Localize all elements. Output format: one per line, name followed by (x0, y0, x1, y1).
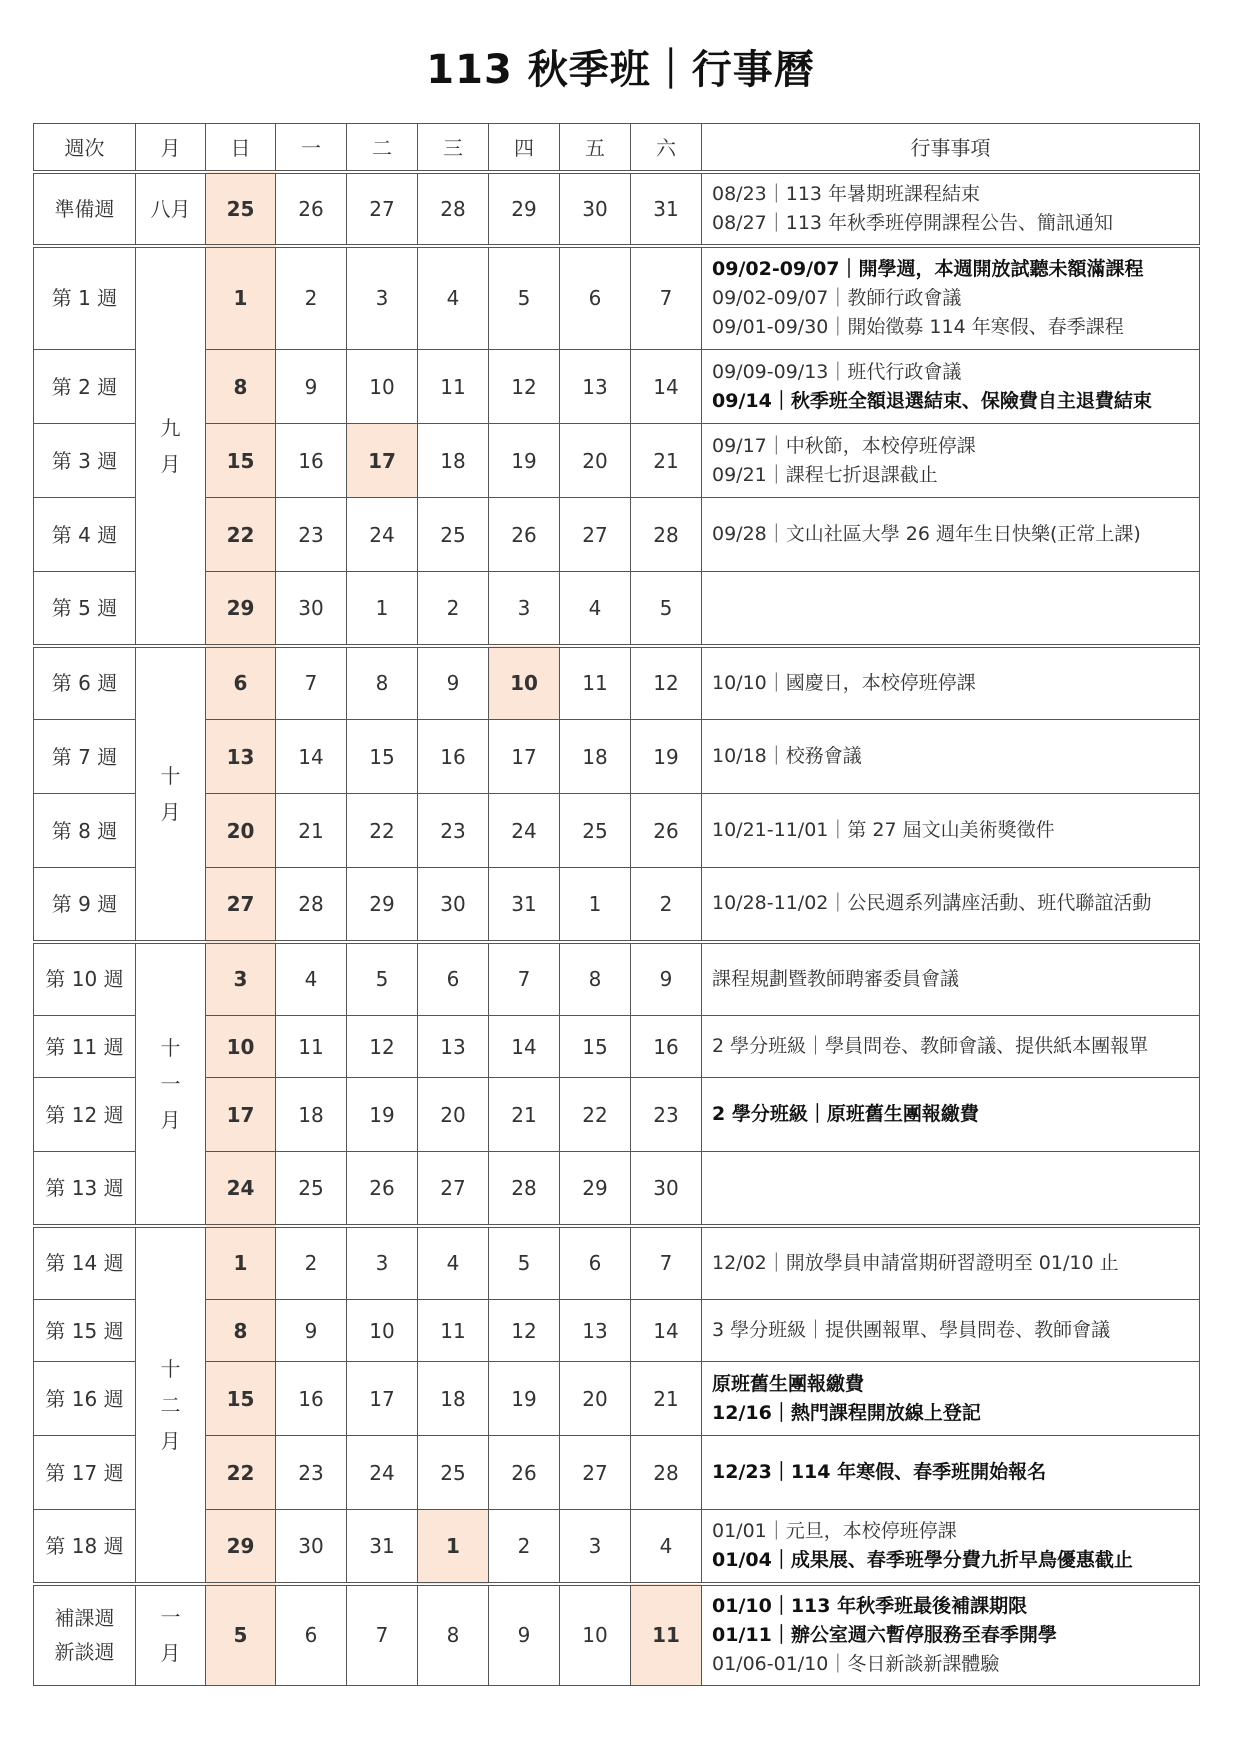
sunday-cell: 22 (206, 1436, 276, 1510)
day-cell: 15 (560, 1016, 631, 1078)
day-cell: 3 (347, 246, 418, 350)
day-cell: 17 (347, 424, 418, 498)
day-cell: 5 (489, 1226, 560, 1300)
day-cell: 14 (276, 720, 347, 794)
sunday-cell: 29 (206, 572, 276, 646)
sunday-cell: 29 (206, 1510, 276, 1584)
day-cell: 12 (489, 350, 560, 424)
day-cell: 3 (347, 1226, 418, 1300)
day-cell: 4 (560, 572, 631, 646)
day-cell: 26 (631, 794, 702, 868)
events-cell (702, 794, 1200, 868)
week-row (34, 720, 1200, 794)
sunday-cell: 20 (206, 794, 276, 868)
day-cell: 20 (560, 1362, 631, 1436)
day-cell: 2 (631, 868, 702, 942)
day-cell: 11 (276, 1016, 347, 1078)
events-cell (702, 1362, 1200, 1436)
week-row (34, 794, 1200, 868)
week-label: 第 18 週 (34, 1510, 136, 1584)
events-cell (702, 1016, 1200, 1078)
day-cell: 14 (631, 350, 702, 424)
sunday-cell: 10 (206, 1016, 276, 1078)
day-cell: 13 (560, 1300, 631, 1362)
header-cell: 四 (489, 124, 560, 172)
sunday-cell: 27 (206, 868, 276, 942)
day-cell: 14 (489, 1016, 560, 1078)
week-row (34, 1300, 1200, 1362)
day-cell: 8 (347, 646, 418, 720)
header-cell: 行事事項 (702, 124, 1200, 172)
day-cell: 6 (276, 1584, 347, 1686)
day-cell: 1 (560, 868, 631, 942)
header-cell: 二 (347, 124, 418, 172)
event-item: 12/16｜熱門課程開放線上登記 (712, 1401, 981, 1424)
day-cell: 7 (276, 646, 347, 720)
sunday-cell: 1 (206, 1226, 276, 1300)
day-cell: 3 (560, 1510, 631, 1584)
events-cell (702, 1436, 1200, 1510)
week-label: 第 7 週 (34, 720, 136, 794)
event-item: 12/02｜開放學員申請當期研習證明至 01/10 止 (712, 1251, 1119, 1274)
day-cell: 2 (489, 1510, 560, 1584)
day-cell: 5 (631, 572, 702, 646)
day-cell: 30 (276, 572, 347, 646)
day-cell: 11 (418, 1300, 489, 1362)
day-cell: 29 (560, 1152, 631, 1226)
day-cell: 11 (418, 350, 489, 424)
events-cell (702, 572, 1200, 646)
month-cell: 十 一 月 (136, 942, 206, 1226)
day-cell: 10 (489, 646, 560, 720)
event-item: 01/04｜成果展、春季班學分費九折早鳥優惠截止 (712, 1548, 1133, 1571)
event-item: 09/21｜課程七折退課截止 (712, 463, 938, 486)
event-item: 10/18｜校務會議 (712, 745, 862, 767)
day-cell: 25 (418, 498, 489, 572)
day-cell: 24 (489, 794, 560, 868)
page-title: 113 秋季班｜行事曆 (426, 47, 815, 93)
day-cell: 20 (418, 1078, 489, 1152)
week-label: 第 14 週 (34, 1226, 136, 1300)
day-cell: 8 (560, 942, 631, 1016)
week-row (34, 350, 1200, 424)
day-cell: 29 (347, 868, 418, 942)
event-item: 2 學分班級｜學員問卷、教師會議、提供紙本團報單 (712, 1035, 1149, 1057)
day-cell: 9 (276, 1300, 347, 1362)
week-label: 第 5 週 (34, 572, 136, 646)
day-cell: 26 (489, 498, 560, 572)
event-item: 3 學分班級｜提供團報單、學員問卷、教師會議 (712, 1319, 1111, 1341)
day-cell: 21 (631, 424, 702, 498)
day-cell: 6 (560, 246, 631, 350)
day-cell: 7 (347, 1584, 418, 1686)
month-cell: 九 月 (136, 246, 206, 646)
day-cell: 26 (347, 1152, 418, 1226)
event-item: 09/28｜文山社區大學 26 週年生日快樂(正常上課) (712, 523, 1141, 545)
event-item: 09/02-09/07｜教師行政會議 (712, 286, 962, 309)
day-cell: 17 (489, 720, 560, 794)
day-cell: 27 (560, 498, 631, 572)
event-item: 12/23｜114 年寒假、春季班開始報名 (712, 1461, 1047, 1483)
day-cell: 7 (631, 1226, 702, 1300)
day-cell: 13 (560, 350, 631, 424)
day-cell: 19 (489, 1362, 560, 1436)
day-cell: 7 (489, 942, 560, 1016)
day-cell: 27 (418, 1152, 489, 1226)
day-cell: 23 (631, 1078, 702, 1152)
header-cell: 一 (276, 124, 347, 172)
week-row (34, 172, 1200, 246)
events-cell (702, 172, 1200, 246)
event-item: 10/21-11/01｜第 27 屆文山美術獎徵件 (712, 819, 1055, 841)
event-item: 09/01-09/30｜開始徵募 114 年寒假、春季課程 (712, 315, 1124, 338)
week-row (34, 646, 1200, 720)
day-cell: 24 (347, 1436, 418, 1510)
day-cell: 21 (631, 1362, 702, 1436)
day-cell: 19 (489, 424, 560, 498)
day-cell: 5 (489, 246, 560, 350)
day-cell: 26 (276, 172, 347, 246)
day-cell: 2 (276, 246, 347, 350)
day-cell: 30 (418, 868, 489, 942)
event-item: 09/09-09/13｜班代行政會議 (712, 360, 962, 383)
sunday-cell: 8 (206, 350, 276, 424)
day-cell: 30 (560, 172, 631, 246)
events-cell (702, 720, 1200, 794)
day-cell: 25 (418, 1436, 489, 1510)
sunday-cell: 15 (206, 1362, 276, 1436)
header-cell: 月 (136, 124, 206, 172)
sunday-cell: 5 (206, 1584, 276, 1686)
day-cell: 14 (631, 1300, 702, 1362)
day-cell: 12 (347, 1016, 418, 1078)
day-cell: 6 (560, 1226, 631, 1300)
day-cell: 9 (418, 646, 489, 720)
event-item: 01/11｜辦公室週六暫停服務至春季開學 (712, 1623, 1057, 1646)
day-cell: 12 (631, 646, 702, 720)
day-cell: 23 (276, 498, 347, 572)
day-cell: 19 (631, 720, 702, 794)
day-cell: 15 (347, 720, 418, 794)
day-cell: 4 (418, 246, 489, 350)
week-row (34, 1510, 1200, 1584)
day-cell: 10 (347, 350, 418, 424)
day-cell: 5 (347, 942, 418, 1016)
header-row (34, 124, 1200, 172)
day-cell: 10 (560, 1584, 631, 1686)
day-cell: 28 (631, 498, 702, 572)
week-label: 第 4 週 (34, 498, 136, 572)
event-item: 09/02-09/07｜開學週，本週開放試聽未額滿課程 (712, 257, 1144, 280)
header-cell: 六 (631, 124, 702, 172)
sunday-cell: 15 (206, 424, 276, 498)
day-cell: 21 (276, 794, 347, 868)
week-label: 第 8 週 (34, 794, 136, 868)
day-cell: 28 (631, 1436, 702, 1510)
day-cell: 16 (276, 1362, 347, 1436)
event-item: 09/14｜秋季班全額退選結束、保險費自主退費結束 (712, 389, 1152, 412)
day-cell: 30 (631, 1152, 702, 1226)
sunday-cell: 24 (206, 1152, 276, 1226)
week-row (34, 1584, 1200, 1686)
day-cell: 18 (276, 1078, 347, 1152)
events-cell (702, 868, 1200, 942)
week-row (34, 572, 1200, 646)
events-cell (702, 1584, 1200, 1686)
day-cell: 24 (347, 498, 418, 572)
event-item: 10/28-11/02｜公民週系列講座活動、班代聯誼活動 (712, 892, 1152, 915)
day-cell: 27 (347, 172, 418, 246)
day-cell: 3 (489, 572, 560, 646)
day-cell: 16 (418, 720, 489, 794)
day-cell: 18 (560, 720, 631, 794)
day-cell: 13 (418, 1016, 489, 1078)
week-label: 第 15 週 (34, 1300, 136, 1362)
header-cell: 五 (560, 124, 631, 172)
day-cell: 16 (276, 424, 347, 498)
header-cell: 日 (206, 124, 276, 172)
sunday-cell: 17 (206, 1078, 276, 1152)
day-cell: 11 (560, 646, 631, 720)
month-cell: 一 月 (136, 1584, 206, 1686)
event-item: 原班舊生團報繳費 (712, 1372, 865, 1395)
day-cell: 2 (276, 1226, 347, 1300)
week-label: 第 2 週 (34, 350, 136, 424)
day-cell: 9 (631, 942, 702, 1016)
day-cell: 4 (631, 1510, 702, 1584)
day-cell: 21 (489, 1078, 560, 1152)
day-cell: 22 (347, 794, 418, 868)
week-row (34, 1078, 1200, 1152)
week-label: 第 3 週 (34, 424, 136, 498)
day-cell: 28 (418, 172, 489, 246)
day-cell: 31 (347, 1510, 418, 1584)
week-label: 第 9 週 (34, 868, 136, 942)
day-cell: 23 (418, 794, 489, 868)
day-cell: 30 (276, 1510, 347, 1584)
week-label: 第 17 週 (34, 1436, 136, 1510)
day-cell: 11 (631, 1584, 702, 1686)
day-cell: 9 (489, 1584, 560, 1686)
day-cell: 7 (631, 246, 702, 350)
month-cell: 八月 (136, 172, 206, 246)
sunday-cell: 8 (206, 1300, 276, 1362)
event-item: 課程規劃暨教師聘審委員會議 (712, 967, 960, 990)
sunday-cell: 22 (206, 498, 276, 572)
day-cell: 18 (418, 424, 489, 498)
day-cell: 4 (418, 1226, 489, 1300)
event-item: 2 學分班級｜原班舊生團報繳費 (712, 1103, 979, 1125)
events-cell (702, 942, 1200, 1016)
sunday-cell: 6 (206, 646, 276, 720)
event-item: 01/01｜元旦，本校停班停課 (712, 1519, 957, 1542)
week-label: 補課週 新談週 (34, 1584, 136, 1686)
week-label: 第 1 週 (34, 246, 136, 350)
calendar-table (33, 123, 1200, 1686)
day-cell: 1 (418, 1510, 489, 1584)
event-item: 08/27｜113 年秋季班停開課程公告、簡訊通知 (712, 211, 1114, 234)
event-item: 01/06-01/10｜冬日新談新課體驗 (712, 1652, 1000, 1675)
day-cell: 16 (631, 1016, 702, 1078)
events-cell (702, 1152, 1200, 1226)
week-label: 第 6 週 (34, 646, 136, 720)
day-cell: 17 (347, 1362, 418, 1436)
week-row (34, 246, 1200, 350)
sunday-cell: 3 (206, 942, 276, 1016)
week-row (34, 498, 1200, 572)
week-row (34, 1436, 1200, 1510)
month-cell: 十 月 (136, 646, 206, 942)
day-cell: 4 (276, 942, 347, 1016)
event-item: 09/17｜中秋節，本校停班停課 (712, 434, 976, 457)
day-cell: 25 (560, 794, 631, 868)
event-item: 08/23｜113 年暑期班課程結束 (712, 182, 981, 205)
week-row (34, 1152, 1200, 1226)
day-cell: 31 (631, 172, 702, 246)
events-cell (702, 424, 1200, 498)
week-row (34, 1362, 1200, 1436)
events-cell (702, 1226, 1200, 1300)
day-cell: 8 (418, 1584, 489, 1686)
week-label: 第 11 週 (34, 1016, 136, 1078)
event-item: 01/10｜113 年秋季班最後補課期限 (712, 1594, 1028, 1617)
day-cell: 26 (489, 1436, 560, 1510)
week-label: 第 10 週 (34, 942, 136, 1016)
events-cell (702, 646, 1200, 720)
sunday-cell: 13 (206, 720, 276, 794)
week-row (34, 942, 1200, 1016)
week-row (34, 1016, 1200, 1078)
week-label: 第 16 週 (34, 1362, 136, 1436)
week-label: 第 12 週 (34, 1078, 136, 1152)
day-cell: 22 (560, 1078, 631, 1152)
day-cell: 28 (276, 868, 347, 942)
header-cell: 三 (418, 124, 489, 172)
week-row (34, 424, 1200, 498)
month-cell: 十 二 月 (136, 1226, 206, 1584)
events-cell (702, 350, 1200, 424)
day-cell: 9 (276, 350, 347, 424)
day-cell: 12 (489, 1300, 560, 1362)
day-cell: 28 (489, 1152, 560, 1226)
day-cell: 29 (489, 172, 560, 246)
day-cell: 2 (418, 572, 489, 646)
day-cell: 18 (418, 1362, 489, 1436)
events-cell (702, 1300, 1200, 1362)
events-cell (702, 498, 1200, 572)
day-cell: 31 (489, 868, 560, 942)
sunday-cell: 1 (206, 246, 276, 350)
week-label: 第 13 週 (34, 1152, 136, 1226)
day-cell: 19 (347, 1078, 418, 1152)
day-cell: 25 (276, 1152, 347, 1226)
events-cell (702, 1078, 1200, 1152)
events-cell (702, 246, 1200, 350)
events-cell (702, 1510, 1200, 1584)
week-row (34, 1226, 1200, 1300)
day-cell: 6 (418, 942, 489, 1016)
week-row (34, 868, 1200, 942)
day-cell: 10 (347, 1300, 418, 1362)
day-cell: 1 (347, 572, 418, 646)
day-cell: 27 (560, 1436, 631, 1510)
sunday-cell: 25 (206, 172, 276, 246)
week-label: 準備週 (34, 172, 136, 246)
event-item: 10/10｜國慶日，本校停班停課 (712, 671, 976, 694)
day-cell: 23 (276, 1436, 347, 1510)
header-cell: 週次 (34, 124, 136, 172)
day-cell: 20 (560, 424, 631, 498)
